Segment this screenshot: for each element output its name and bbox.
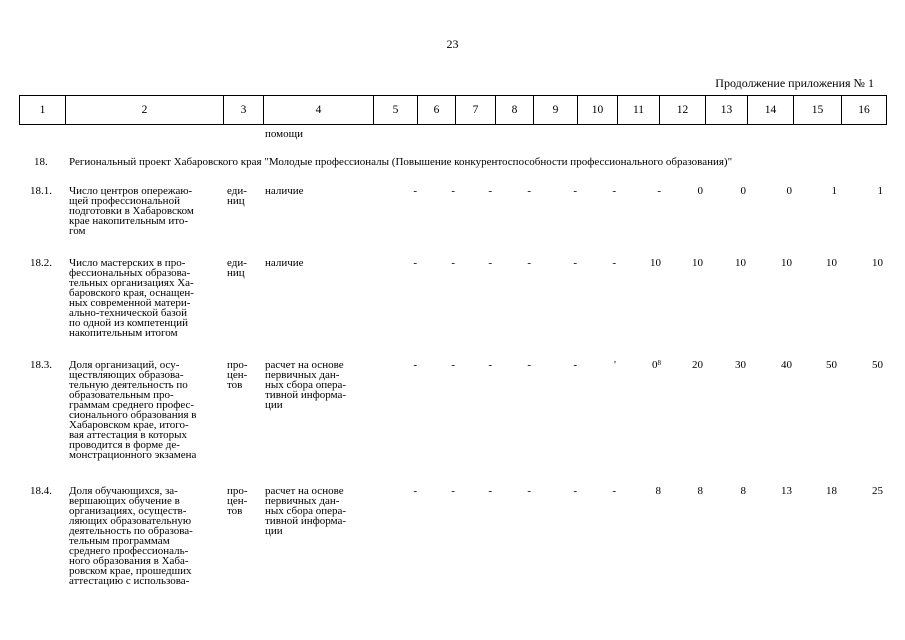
row-number: 18.2. [30, 257, 52, 269]
header-cell: 10 [578, 96, 618, 125]
unit-line: ниц [227, 195, 245, 207]
header-cell: 8 [496, 96, 534, 125]
indicator-line: ществляющих образова- [69, 369, 184, 381]
indicator-line: монстрационного экзамена [69, 449, 197, 461]
value-cell: - [413, 257, 417, 269]
method-line: наличие [265, 185, 304, 197]
value-cell: 1 [877, 185, 883, 197]
value-cell: - [573, 485, 577, 497]
header-cell: 11 [618, 96, 660, 125]
method-line: ции [265, 525, 283, 537]
carryover-text: помощи [265, 128, 303, 140]
value-cell: 0 [697, 185, 703, 197]
value-cell: 10 [650, 257, 661, 269]
value-cell: 30 [735, 359, 746, 371]
method-line: первичных дан- [265, 495, 340, 507]
row-number: 18.3. [30, 359, 52, 371]
value-cell: $0^8$ [652, 359, 661, 371]
value-cell: - [451, 185, 455, 197]
page-number: 23 [446, 37, 459, 51]
indicator-line: ного образования в Хаба- [69, 555, 189, 567]
value-cell: - [527, 485, 531, 497]
header-cell: 2 [66, 96, 224, 125]
indicator-line: тельных организациях Ха- [69, 277, 194, 289]
value-cell: - [488, 485, 492, 497]
unit-line: ниц [227, 267, 245, 279]
value-cell: - [573, 257, 577, 269]
value-cell: - [451, 257, 455, 269]
value-cell: 1 [831, 185, 837, 197]
header-row [20, 96, 887, 125]
value-cell: - [413, 485, 417, 497]
value-cell: 10 [872, 257, 883, 269]
indicator-line: организациях, осуществ- [69, 505, 187, 517]
indicator-line: аттестацию с использова- [69, 575, 190, 587]
header-cell: 3 [224, 96, 264, 125]
header-cell: 5 [374, 96, 418, 125]
value-cell: 0 [786, 185, 792, 197]
unit-line: цен- [227, 369, 248, 381]
indicator-line: фессиональных образова- [69, 267, 191, 279]
method-line: расчет на основе [265, 359, 344, 371]
value-cell: - [413, 359, 417, 371]
indicator-line: баровского края, оснащен- [69, 287, 194, 299]
value-cell: ' [614, 359, 616, 371]
column-header-table [19, 95, 887, 125]
value-cell: - [488, 257, 492, 269]
indicator-line: образовательным про- [69, 389, 174, 401]
unit-line: тов [227, 505, 243, 517]
header-cell: 7 [456, 96, 496, 125]
header-cell: 4 [264, 96, 374, 125]
value-cell: - [527, 185, 531, 197]
value-cell: 18 [826, 485, 837, 497]
indicator-line: ровском крае, прошедших [69, 565, 192, 577]
indicator-line: накопительным итогом [69, 327, 178, 339]
indicator-line: вершающих обучение в [69, 495, 180, 507]
header-cell: 15 [794, 96, 842, 125]
indicator-line: Число центров опережаю- [69, 185, 193, 197]
indicator-line: подготовки в Хабаровском [69, 205, 194, 217]
header-cell: 9 [534, 96, 578, 125]
value-cell: 50 [872, 359, 883, 371]
value-cell: - [413, 185, 417, 197]
unit-line: про- [227, 359, 248, 371]
value-cell: 20 [692, 359, 703, 371]
indicator-line: Доля организаций, осу- [69, 359, 180, 371]
method-line: наличие [265, 257, 304, 269]
value-cell: 25 [872, 485, 883, 497]
indicator-line: деятельность по образова- [69, 525, 193, 537]
method-line: ных сбора опера- [265, 379, 347, 391]
header-cell: 16 [842, 96, 887, 125]
indicator-line: граммам среднего профес- [69, 399, 195, 411]
value-cell: 10 [692, 257, 703, 269]
value-cell: - [573, 185, 577, 197]
value-cell: - [573, 359, 577, 371]
footnote-marker: 8 [657, 359, 661, 367]
unit-line: еди- [227, 257, 247, 269]
value-cell: - [488, 359, 492, 371]
value-cell: 8 [740, 485, 746, 497]
value-cell: 13 [781, 485, 792, 497]
indicator-line: тельную деятельность по [69, 379, 188, 391]
indicator-line: тельным программам [69, 535, 170, 547]
header-cell: 12 [660, 96, 706, 125]
method-line: тивной информа- [265, 515, 347, 527]
indicator-line: ляющих образовательную [69, 515, 192, 527]
unit-line: про- [227, 485, 248, 497]
unit-line: тов [227, 379, 243, 391]
value-cell: - [657, 185, 661, 197]
indicator-line: проводится в форме де- [69, 439, 180, 451]
value-cell: - [612, 485, 616, 497]
indicator-line: по одной из компетенций [69, 317, 188, 329]
indicator-line: ных современной матери- [69, 297, 191, 309]
unit-line: еди- [227, 185, 247, 197]
value-cell: 8 [655, 485, 661, 497]
indicator-line: сионального образования в [69, 409, 197, 421]
value-cell: - [488, 185, 492, 197]
value-cell: 10 [826, 257, 837, 269]
value-cell: - [451, 485, 455, 497]
row-number: 18.4. [30, 485, 52, 497]
value-cell: 10 [781, 257, 792, 269]
value-cell: 0 [740, 185, 746, 197]
header-cell: 6 [418, 96, 456, 125]
value-cell: 40 [781, 359, 792, 371]
indicator-line: ально-технической базой [69, 307, 187, 319]
value-cell: - [451, 359, 455, 371]
indicator-line: вая аттестация в которых [69, 429, 188, 441]
method-line: тивной информа- [265, 389, 347, 401]
indicator-line: Число мастерских в про- [69, 257, 186, 269]
unit-line: цен- [227, 495, 248, 507]
section-title: Региональный проект Хабаровского края "Молодые профессионалы (Повышение конкурентоспособности профессионального образования)" [69, 156, 733, 168]
indicator-line: Доля обучающихся, за- [69, 485, 178, 497]
value-cell: - [527, 359, 531, 371]
section-number: 18. [34, 156, 48, 168]
method-line: первичных дан- [265, 369, 340, 381]
value-cell: 10 [735, 257, 746, 269]
continuation-label: Продолжение приложения № 1 [715, 76, 874, 90]
value-cell: - [612, 185, 616, 197]
indicator-line: гом [69, 225, 86, 237]
value-cell: 50 [826, 359, 837, 371]
method-line: ции [265, 399, 283, 411]
indicator-line: среднего профессиональ- [69, 545, 189, 557]
indicator-line: Хабаровском крае, итого- [69, 419, 189, 431]
value-cell: - [527, 257, 531, 269]
indicator-line: крае накопительным ито- [69, 215, 189, 227]
header-cell: 14 [748, 96, 794, 125]
indicator-line: щей профессиональной [69, 195, 180, 207]
header-cell: 1 [20, 96, 66, 125]
header-cell: 13 [706, 96, 748, 125]
value-cell: - [612, 257, 616, 269]
value-cell: 8 [697, 485, 703, 497]
row-number: 18.1. [30, 185, 52, 197]
method-line: расчет на основе [265, 485, 344, 497]
method-line: ных сбора опера- [265, 505, 347, 517]
